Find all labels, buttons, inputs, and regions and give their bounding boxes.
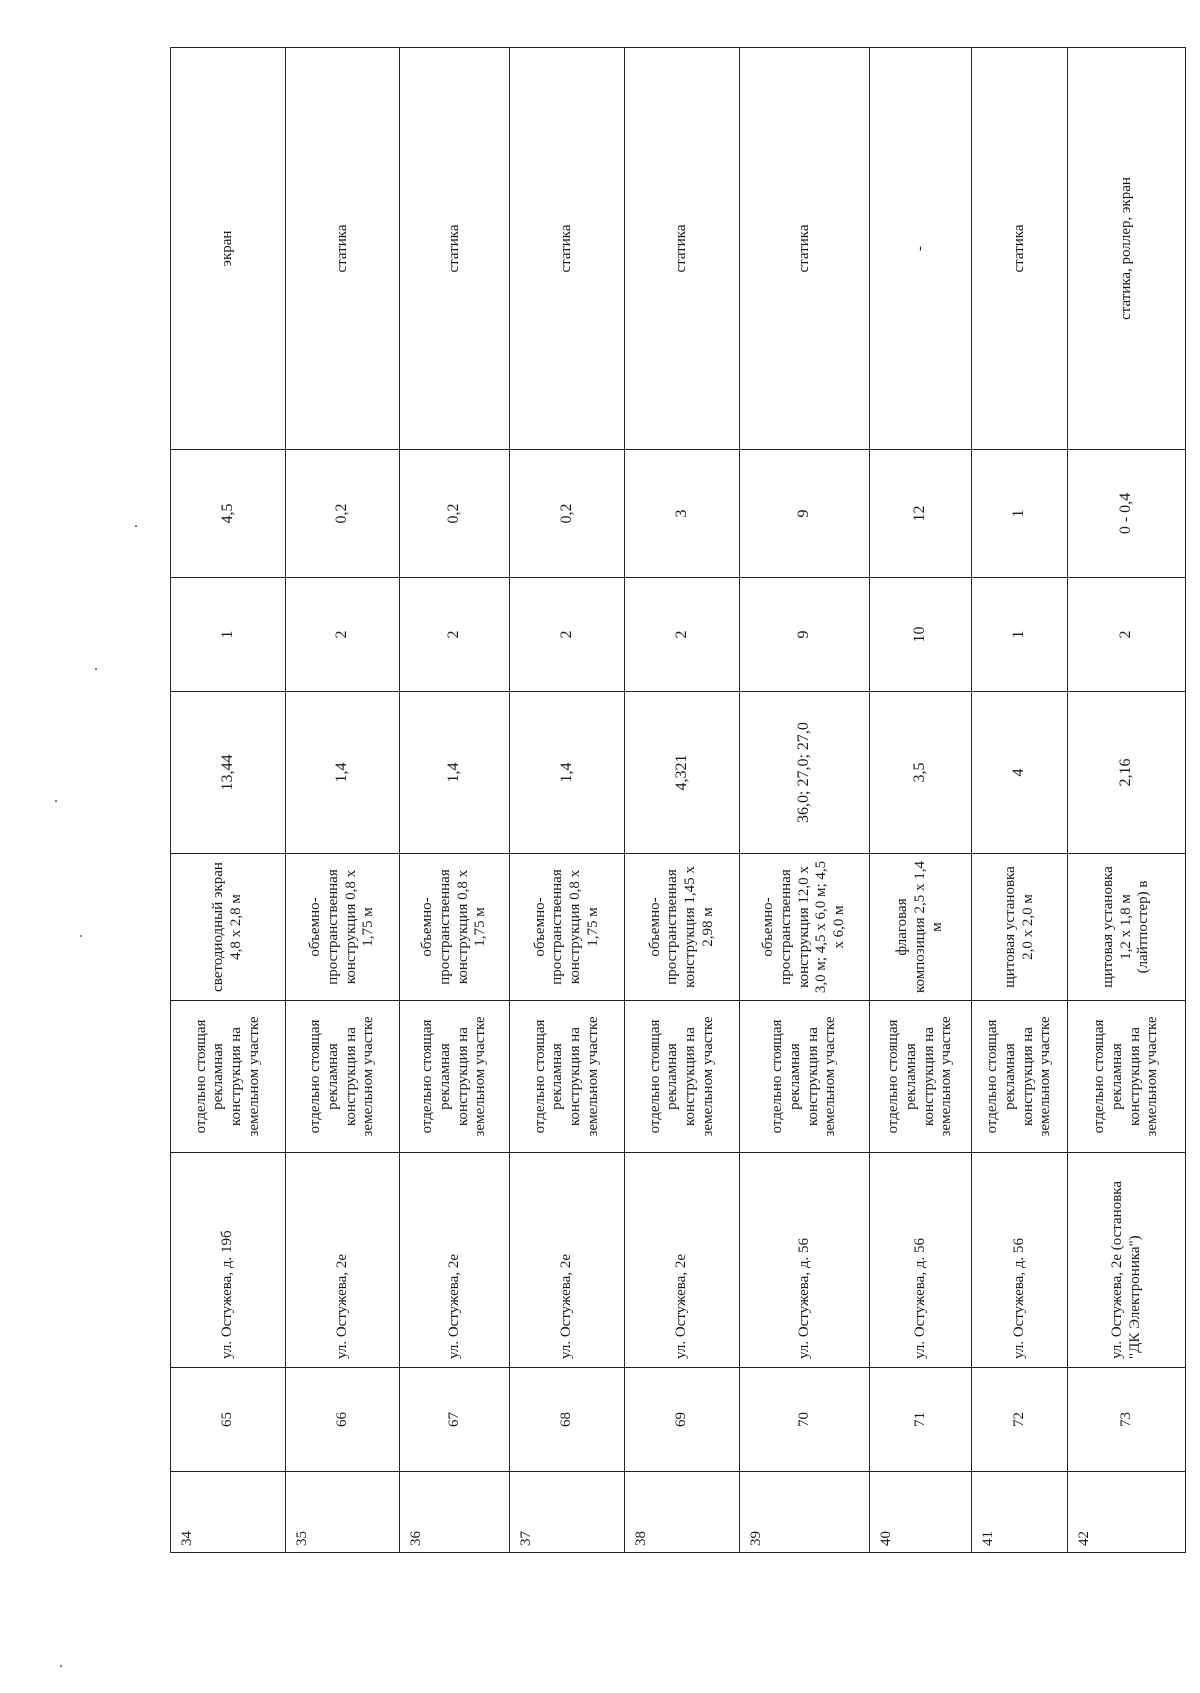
table-row: [740, 48, 870, 1553]
cell-address: ул. Остужева, 2е: [510, 1153, 625, 1368]
cell-no: 35: [286, 1472, 400, 1553]
cell-area: 3,5: [870, 692, 972, 854]
scan-speck: [95, 668, 97, 670]
cell-description: объемно-пространственная конструкция 0,8 х 1,75 м: [510, 854, 625, 1001]
cell-param: 12: [870, 450, 972, 578]
cell-count: 9: [740, 578, 870, 692]
table-row: [625, 48, 740, 1553]
advertising-structures-table: [170, 47, 1186, 1553]
cell-param: 0,2: [400, 450, 510, 578]
table-row: [870, 48, 972, 1553]
cell-type: отдельно стоящая рекламная конструкция на земельном участке: [870, 1001, 972, 1153]
table-row: [171, 48, 286, 1553]
cell-type: отдельно стоящая рекламная конструкция на земельном участке: [740, 1001, 870, 1153]
cell-type: отдельно стоящая рекламная конструкция на земельном участке: [400, 1001, 510, 1153]
cell-description: светодиодный экран 4,8 х 2,8 м: [171, 854, 286, 1001]
cell-description: щитовая установка 2,0 х 2,0 м: [972, 854, 1068, 1001]
cell-mode: -: [870, 48, 972, 450]
cell-type: отдельно стоящая рекламная конструкция на земельном участке: [1068, 1001, 1186, 1153]
cell-mode: статика, роллер, экран: [1068, 48, 1186, 450]
cell-area: 13,44: [171, 692, 286, 854]
cell-area: 4,321: [625, 692, 740, 854]
cell-param: 1: [972, 450, 1068, 578]
cell-code: 67: [400, 1368, 510, 1472]
cell-type: отдельно стоящая рекламная конструкция на земельном участке: [625, 1001, 740, 1153]
cell-no: 42: [1068, 1472, 1186, 1553]
cell-code: 72: [972, 1368, 1068, 1472]
cell-area: 2,16: [1068, 692, 1186, 854]
cell-count: 2: [286, 578, 400, 692]
cell-code: 70: [740, 1368, 870, 1472]
cell-code: 69: [625, 1368, 740, 1472]
scan-speck: [135, 525, 137, 527]
cell-mode: статика: [625, 48, 740, 450]
cell-address: ул. Остужева, 2е: [286, 1153, 400, 1368]
cell-count: 2: [625, 578, 740, 692]
cell-code: 66: [286, 1368, 400, 1472]
cell-type: отдельно стоящая рекламная конструкция на земельном участке: [510, 1001, 625, 1153]
cell-mode: статика: [510, 48, 625, 450]
cell-area: 1,4: [400, 692, 510, 854]
cell-type: отдельно стоящая рекламная конструкция на земельном участке: [972, 1001, 1068, 1153]
cell-no: 37: [510, 1472, 625, 1553]
cell-param: 4,5: [171, 450, 286, 578]
table-row: [972, 48, 1068, 1553]
cell-address: ул. Остужева, 2е: [400, 1153, 510, 1368]
cell-description: щитовая установка 1,2 х 1,8 м (лайтпостер) в: [1068, 854, 1186, 1001]
cell-mode: статика: [286, 48, 400, 450]
cell-code: 65: [171, 1368, 286, 1472]
cell-address: ул. Остужева, д. 56: [870, 1153, 972, 1368]
cell-address: ул. Остужева, д. 56: [740, 1153, 870, 1368]
cell-description: объемно-пространственная конструкция 12,0 х 3,0 м; 4,5 х 6,0 м; 4,5 х 6,0 м: [740, 854, 870, 1001]
cell-no: 38: [625, 1472, 740, 1553]
cell-mode: экран: [171, 48, 286, 450]
cell-param: 0,2: [286, 450, 400, 578]
cell-count: 2: [400, 578, 510, 692]
cell-count: 1: [972, 578, 1068, 692]
cell-area: 1,4: [286, 692, 400, 854]
cell-param: 9: [740, 450, 870, 578]
cell-mode: статика: [740, 48, 870, 450]
cell-code: 71: [870, 1368, 972, 1472]
table-row: [286, 48, 400, 1553]
cell-no: 39: [740, 1472, 870, 1553]
cell-address: ул. Остужева, д. 19б: [171, 1153, 286, 1368]
rotated-table-container: [170, 48, 1185, 1553]
cell-count: 2: [510, 578, 625, 692]
cell-description: объемно-пространственная конструкция 0,8 х 1,75 м: [400, 854, 510, 1001]
cell-address: ул. Остужева, 2е (остановка "ДК Электроника"): [1068, 1153, 1186, 1368]
cell-area: 36,0; 27,0; 27,0: [740, 692, 870, 854]
cell-area: 1,4: [510, 692, 625, 854]
cell-mode: статика: [400, 48, 510, 450]
cell-area: 4: [972, 692, 1068, 854]
table-row: [510, 48, 625, 1553]
cell-count: 2: [1068, 578, 1186, 692]
cell-description: объемно-пространственная конструкция 1,45 х 2,98 м: [625, 854, 740, 1001]
cell-description: флаговая композиция 2,5 х 1,4 м: [870, 854, 972, 1001]
cell-code: 68: [510, 1368, 625, 1472]
table-row: [1068, 48, 1186, 1553]
cell-description: объемно-пространственная конструкция 0,8 х 1,75 м: [286, 854, 400, 1001]
scan-speck: [55, 800, 57, 802]
cell-address: ул. Остужева, д. 56: [972, 1153, 1068, 1368]
cell-param: 0 - 0,4: [1068, 450, 1186, 578]
cell-no: 41: [972, 1472, 1068, 1553]
table-row: [400, 48, 510, 1553]
cell-no: 40: [870, 1472, 972, 1553]
cell-no: 36: [400, 1472, 510, 1553]
cell-no: 34: [171, 1472, 286, 1553]
cell-param: 3: [625, 450, 740, 578]
cell-count: 1: [171, 578, 286, 692]
scan-speck: [60, 1665, 62, 1667]
cell-count: 10: [870, 578, 972, 692]
cell-type: отдельно стоящая рекламная конструкция на земельном участке: [286, 1001, 400, 1153]
cell-type: отдельно стоящая рекламная конструкция на земельном участке: [171, 1001, 286, 1153]
cell-code: 73: [1068, 1368, 1186, 1472]
cell-address: ул. Остужева, 2е: [625, 1153, 740, 1368]
cell-mode: статика: [972, 48, 1068, 450]
cell-param: 0,2: [510, 450, 625, 578]
scan-speck: [80, 935, 82, 937]
